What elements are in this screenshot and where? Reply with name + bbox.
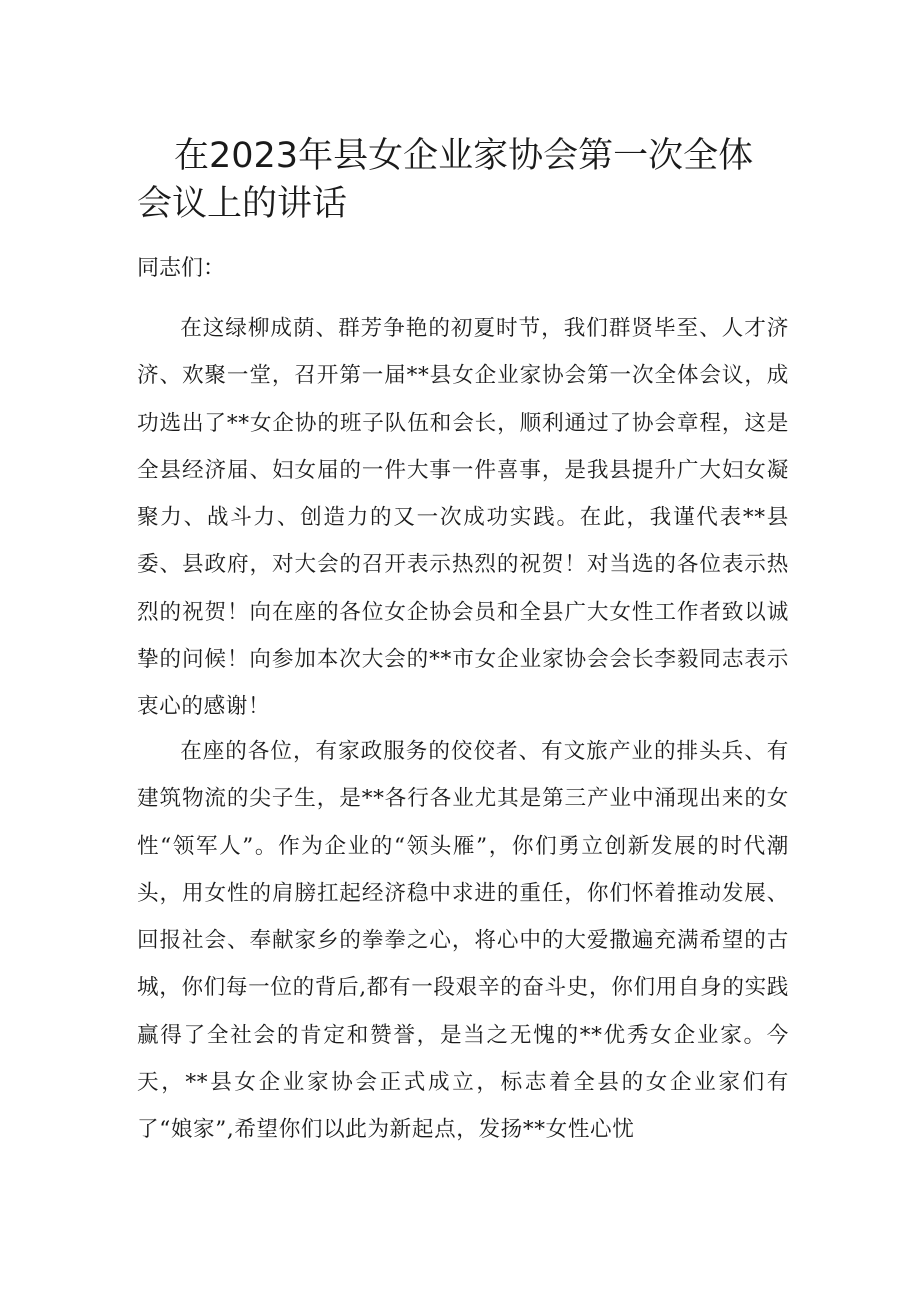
paragraph-1: 在这绿柳成荫、群芳争艳的初夏时节，我们群贤毕至、人才济济、欢聚一堂，召开第一届**县女企业家协会第一次全体会议，成功选出了**女企协的班子队伍和会长，顺利通过了协会章程，这是全县经济届、妇女届的一件大事一件喜事，是我县提升广大妇女凝聚力、战斗力、创造力的又一次成功实践。在此，我谨代表**县委、县政府，对大会的召开表示热烈的祝贺！对当选的各位表示热烈的祝贺！向在座的各位女企协会员和全县广大女性工作者致以诚挚的问候！向参加本次大会的**市女企业家协会会长李毅同志表示衷心的感谢！ [137,316,789,720]
salutation: 同志们： [137,256,226,281]
paragraph-2: 在座的各位，有家政服务的佼佼者、有文旅产业的排头兵、有建筑物流的尖子生，是**各行各业尤其是第三产业中涌现出来的女性“领军人”。作为企业的“领头雁”，你们勇立创新发展的时代潮头，用女性的肩膀扛起经济稳中求进的重任，你们怀着推动发展、回报社会、奉献家乡的拳拳之心，将心中的大爱撒遍充满希望的古城，你们每一位的背后,都有一段艰辛的奋斗史，你们用自身的实践赢得了全社会的肯定和赞誉，是当之无愧的**优秀女企业家。今天，**县女企业家协会正式成立，标志着全县的女企业家们有了“娘家”,希望你们以此为新起点，发扬**女性心忧 [137,739,789,1143]
document-title: 在2023年县女企业家协会第一次全体会议上的讲话 [137,136,754,224]
